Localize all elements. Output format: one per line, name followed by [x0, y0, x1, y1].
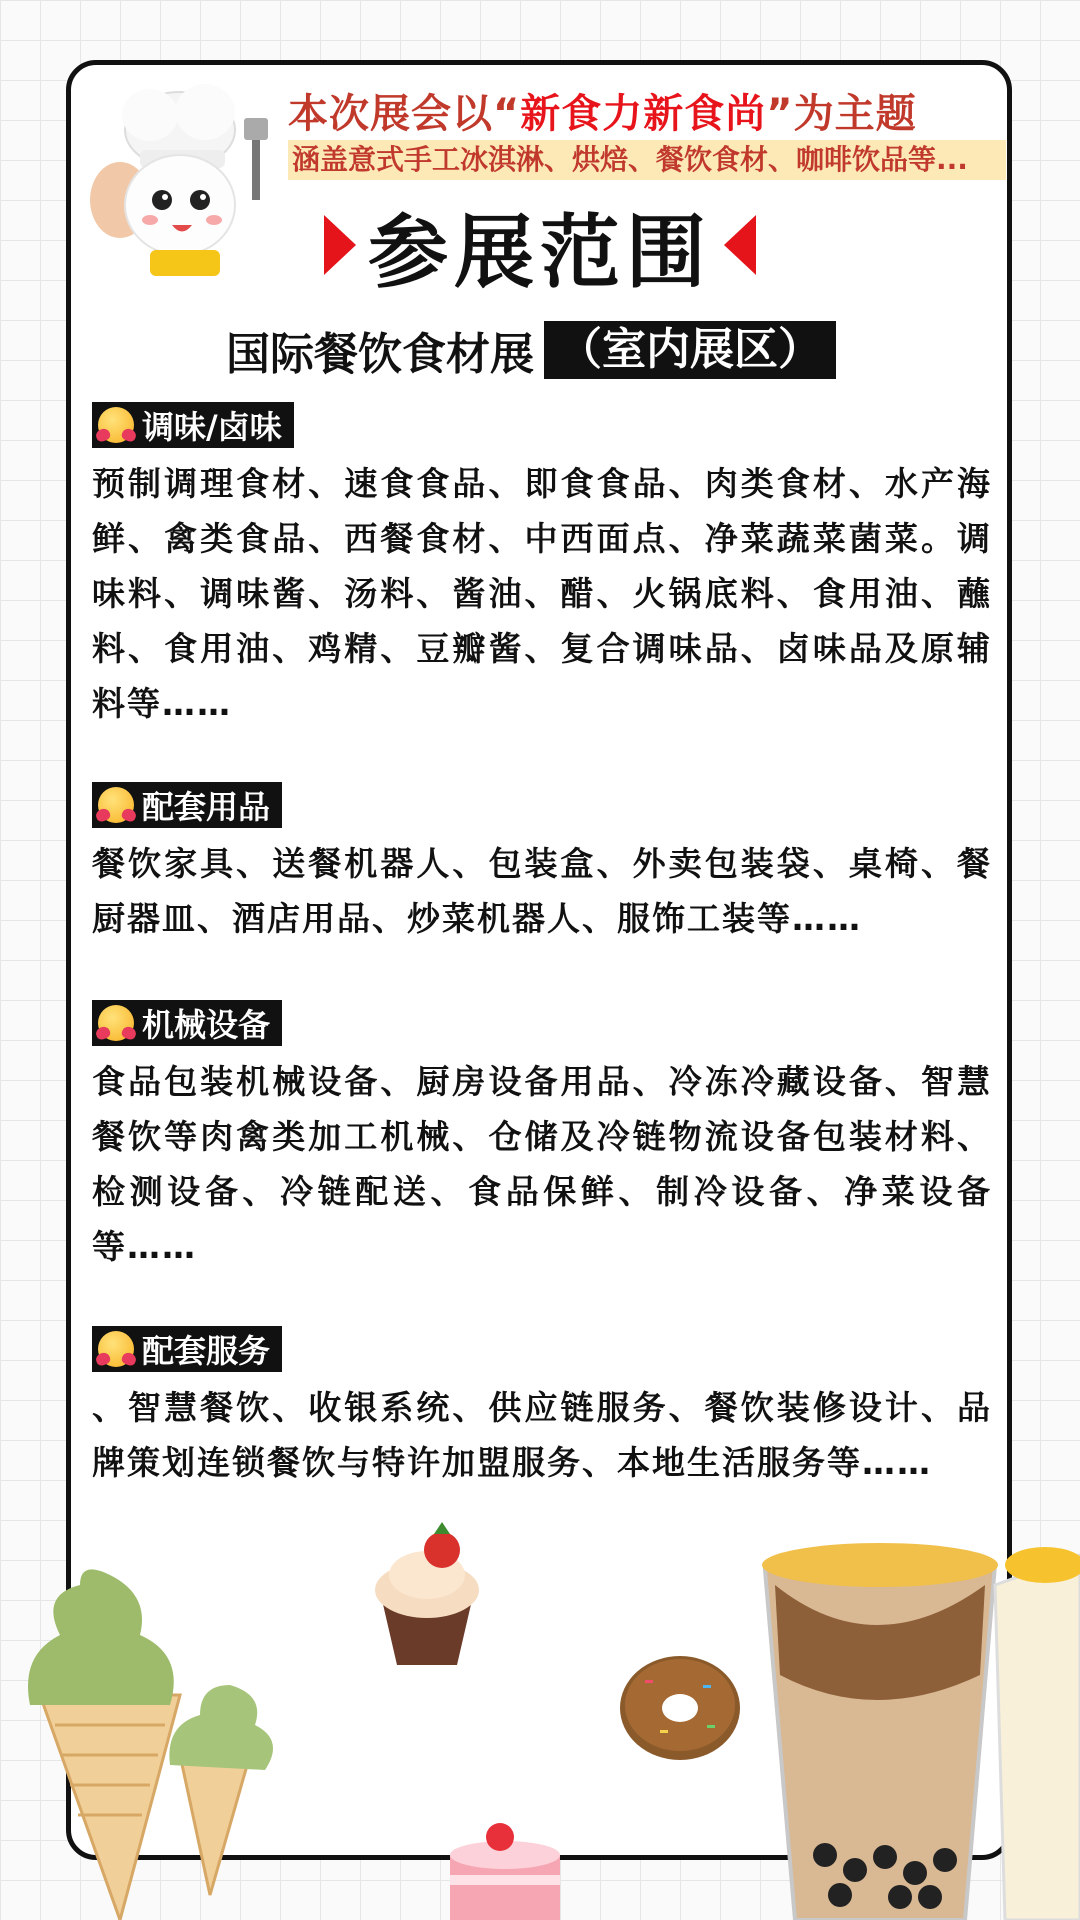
- heart-face-emoji-icon: [98, 1331, 134, 1367]
- heart-face-emoji-icon: [98, 1005, 134, 1041]
- cupcake-icon: [362, 1520, 492, 1670]
- donut-icon: [615, 1650, 745, 1765]
- section-heading: 调味/卤味: [142, 408, 282, 446]
- scope-line: 涵盖意式手工冰淇淋、烘焙、餐饮食材、咖啡饮品等...: [288, 140, 1006, 180]
- section-body: 餐饮家具、送餐机器人、包装盒、外卖包装袋、桌椅、餐厨器皿、酒店用品、炒菜机器人、服饰工装等……: [92, 844, 992, 938]
- theme-line: [288, 82, 1008, 139]
- title-block: [320, 200, 760, 299]
- section-machinery: [92, 1000, 992, 1274]
- theme-prefix: 本次展会以“: [288, 91, 521, 137]
- heart-face-emoji-icon: [98, 407, 134, 443]
- chef-mascot-icon: [80, 70, 290, 280]
- section-body: 预制调理食材、速食食品、即食食品、肉类食材、水产海鲜、禽类食品、西餐食材、中西面点、净菜蔬菜菌菜。调味料、调味酱、汤料、酱油、醋、火锅底料、食用油、蘸料、食用油、鸡精、豆瓣酱、复合调味品、卤味品及原辅料等……: [92, 464, 992, 723]
- right-triangle-icon: [324, 215, 356, 275]
- ice-cream-icon: [0, 1555, 290, 1920]
- left-triangle-icon: [724, 215, 756, 275]
- section-badge: [92, 1000, 282, 1046]
- section-body: 、智慧餐饮、收银系统、供应链服务、餐饮装修设计、品牌策划连锁餐饮与特许加盟服务、本地生活服务等……: [92, 1388, 992, 1482]
- section-supplies: [92, 782, 992, 946]
- section-heading: 配套服务: [142, 1332, 271, 1370]
- page-title: 参展范围: [368, 204, 712, 299]
- theme-suffix: ”为主题: [766, 91, 917, 137]
- bubble-tea-icon: [755, 1525, 1080, 1920]
- section-body: 食品包装机械设备、厨房设备用品、冷冻冷藏设备、智慧餐饮等肉禽类加工机械、仓储及冷链物流设备包装材料、检测设备、冷链配送、食品保鲜、制冷设备、净菜设备等……: [92, 1062, 992, 1266]
- subtitle: [226, 322, 836, 378]
- section-heading: 机械设备: [142, 1006, 271, 1044]
- section-heading: 配套用品: [142, 788, 271, 826]
- heart-face-emoji-icon: [98, 787, 134, 823]
- section-badge: [92, 402, 294, 448]
- section-services: [92, 1326, 992, 1490]
- section-badge: [92, 782, 282, 828]
- cake-icon: [440, 1815, 570, 1920]
- section-seasoning: [92, 402, 992, 731]
- section-badge: [92, 1326, 282, 1372]
- subtitle-label: 国际餐饮食材展: [226, 329, 534, 380]
- theme-highlight: 新食力新食尚: [520, 91, 767, 137]
- subtitle-tag: （室内展区）: [544, 321, 836, 379]
